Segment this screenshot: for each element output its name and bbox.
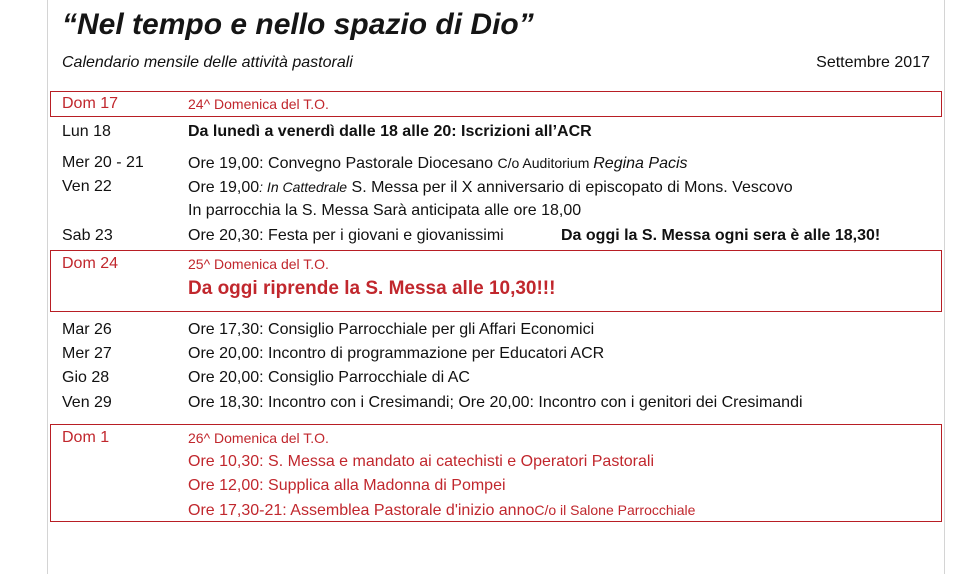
entry-desc-part: C/o il Salone Parrocchiale bbox=[534, 502, 696, 518]
document-subtitle: Calendario mensile delle attività pastorali bbox=[62, 54, 353, 71]
month-label: Settembre 2017 bbox=[816, 54, 930, 71]
entry-desc-part: Ore 19,00: Convegno Pastorale Diocesano bbox=[188, 155, 498, 172]
document-title: “Nel tempo e nello spazio di Dio” bbox=[62, 8, 534, 41]
entry-desc: Ore 10,30: S. Messa e mandato ai catechisti e Operatori Pastorali bbox=[188, 453, 655, 470]
entry-day: Gio 28 bbox=[62, 369, 110, 386]
sunday-box-dom17 bbox=[50, 91, 942, 117]
entry-day: Mar 26 bbox=[62, 321, 112, 338]
entry-day: Ven 29 bbox=[62, 394, 112, 411]
entry-desc: 25^ Domenica del T.O. bbox=[188, 256, 329, 272]
entry-desc-part: C/o Auditorium bbox=[497, 155, 594, 171]
entry-desc: 24^ Domenica del T.O. bbox=[188, 96, 329, 112]
page-edge-right bbox=[944, 0, 945, 574]
entry-desc-italic: Regina Pacis bbox=[593, 155, 688, 172]
entry-desc: Ore 12,00: Supplica alla Madonna di Pompei bbox=[188, 477, 506, 494]
entry-desc: Ore 20,00: Consiglio Parrocchiale di AC bbox=[188, 369, 470, 386]
entry-desc: Da lunedì a venerdì dalle 18 alle 20: Iscrizioni all’ACR bbox=[188, 123, 592, 140]
entry-day: Dom 1 bbox=[62, 429, 110, 446]
entry-desc-part: Ore 17,30-21: Assemblea Pastorale d'inizio anno bbox=[188, 502, 535, 519]
entry-desc: In parrocchia la S. Messa Sarà anticipata alle ore 18,00 bbox=[188, 202, 582, 219]
entry-day: Lun 18 bbox=[62, 123, 111, 140]
entry-desc bbox=[188, 500, 695, 521]
entry-desc: Ore 20,00: Incontro di programmazione per Educatori ACR bbox=[188, 345, 605, 362]
entry-desc-part: S. Messa per il X anniversario di episcopato di Mons. Vescovo bbox=[347, 179, 793, 196]
entry-desc: Ore 18,30: Incontro con i Cresimandi; Ore 20,00: Incontro con i genitori dei Cresimandi bbox=[188, 394, 803, 411]
entry-day: Dom 17 bbox=[62, 95, 119, 112]
entry-desc: 26^ Domenica del T.O. bbox=[188, 430, 329, 446]
entry-day: Sab 23 bbox=[62, 227, 113, 244]
entry-desc: Ore 17,30: Consiglio Parrocchiale per gli Affari Economici bbox=[188, 321, 595, 338]
entry-desc-highlight: Da oggi riprende la S. Messa alle 10,30!!! bbox=[188, 278, 556, 299]
entry-day: Mer 27 bbox=[62, 345, 112, 362]
entry-highlight: Da oggi la S. Messa ogni sera è alle 18,30! bbox=[561, 227, 881, 244]
entry-day: Dom 24 bbox=[62, 255, 119, 272]
entry-desc bbox=[188, 177, 793, 198]
entry-desc-part: Ore 19,00 bbox=[188, 179, 260, 196]
entry-desc bbox=[188, 153, 688, 174]
entry-desc-italic: : In Cattedrale bbox=[259, 179, 348, 195]
entry-desc: Ore 20,30: Festa per i giovani e giovanissimi bbox=[188, 227, 504, 244]
entry-day: Ven 22 bbox=[62, 178, 112, 195]
entry-day: Mer 20 - 21 bbox=[62, 154, 144, 171]
page-edge-left bbox=[47, 0, 48, 574]
